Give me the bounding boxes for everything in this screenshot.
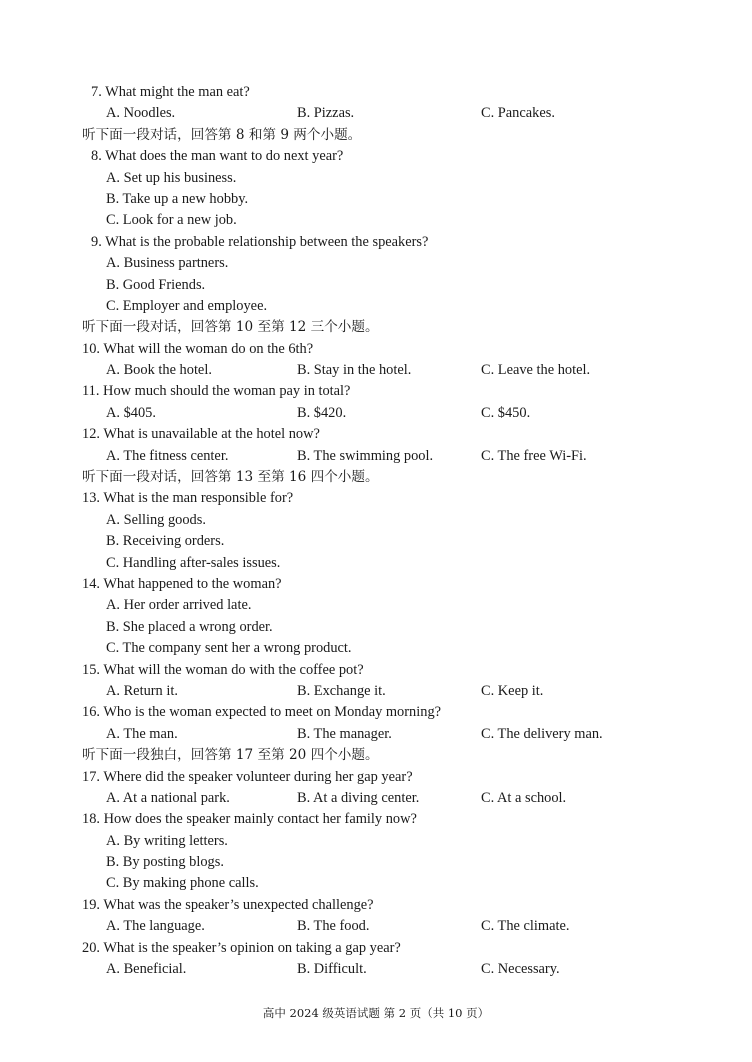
option-c: C. Necessary. (481, 961, 560, 978)
question-stem: 9. What is the probable relationship between the speakers? (91, 233, 429, 250)
page-footer: 高中 2024 级英语试题 第 2 页（共 10 页） (262, 1006, 490, 1020)
question-stem: 14. What happened to the woman? (82, 575, 282, 592)
section-instruction: 听下面一段对话，回答第 8 和第 9 两个小题。 (82, 126, 362, 143)
option-c: C. At a school. (481, 789, 567, 806)
option-row (0, 724, 752, 745)
option-c: C. $450. (481, 404, 531, 421)
option-line: B. Good Friends. (106, 276, 206, 293)
question-stem: 11. How much should the woman pay in total? (82, 383, 351, 400)
option-row (0, 446, 752, 467)
question-stem: 19. What was the speaker’s unexpected challenge? (82, 896, 374, 913)
option-c: C. The climate. (481, 918, 570, 935)
option-line: C. By making phone calls. (106, 875, 259, 892)
option-a: A. The man. (106, 725, 178, 742)
option-line: A. Her order arrived late. (106, 597, 252, 614)
question-stem: 10. What will the woman do on the 6th? (82, 340, 314, 357)
option-row (0, 360, 752, 381)
option-c: C. Pancakes. (481, 105, 555, 122)
option-line: C. Look for a new job. (106, 212, 237, 229)
question-stem: 15. What will the woman do with the coffee pot? (82, 661, 364, 678)
option-b: B. Pizzas. (297, 105, 355, 122)
option-line: B. By posting blogs. (106, 854, 224, 871)
question-stem: 18. How does the speaker mainly contact her family now? (82, 811, 417, 828)
option-b: B. Difficult. (297, 961, 367, 978)
option-c: C. The delivery man. (481, 725, 603, 742)
option-a: A. Return it. (106, 682, 178, 699)
option-a: A. Book the hotel. (106, 362, 212, 379)
option-a: A. $405. (106, 404, 156, 421)
option-line: B. Receiving orders. (106, 533, 225, 550)
option-b: B. The food. (297, 918, 370, 935)
section-instruction: 听下面一段对话，回答第 13 至第 16 四个小题。 (82, 469, 379, 486)
question-stem: 7. What might the man eat? (91, 84, 250, 100)
question-stem: 17. Where did the speaker volunteer during her gap year? (82, 768, 413, 785)
question-stem: 12. What is unavailable at the hotel now? (82, 426, 320, 443)
option-b: B. Stay in the hotel. (297, 362, 412, 379)
option-line: C. The company sent her a wrong product. (106, 640, 352, 657)
option-line: C. Employer and employee. (106, 297, 268, 314)
option-b: B. Exchange it. (297, 682, 386, 699)
option-a: A. Beneficial. (106, 961, 187, 978)
option-a: A. Noodles. (106, 105, 176, 122)
option-b: B. The swimming pool. (297, 447, 434, 464)
section-instruction: 听下面一段独白，回答第 17 至第 20 四个小题。 (82, 747, 379, 764)
option-b: B. At a diving center. (297, 789, 420, 806)
option-c: C. Leave the hotel. (481, 362, 591, 379)
option-row (0, 403, 752, 424)
question-stem: 16. Who is the woman expected to meet on Monday morning? (82, 704, 442, 721)
option-row (0, 103, 752, 124)
option-b: B. $420. (297, 404, 347, 421)
section-instruction: 听下面一段对话，回答第 10 至第 12 三个小题。 (82, 319, 379, 336)
option-line: C. Handling after-sales issues. (106, 554, 281, 571)
option-row (0, 916, 752, 937)
option-line: A. Set up his business. (106, 169, 237, 186)
option-a: A. At a national park. (106, 789, 230, 806)
option-row (0, 681, 752, 702)
option-c: C. Keep it. (481, 682, 544, 699)
question-stem: 20. What is the speaker’s opinion on taking a gap year? (82, 939, 401, 956)
question-stem: 13. What is the man responsible for? (82, 490, 294, 507)
option-line: A. Business partners. (106, 255, 229, 272)
option-a: A. The fitness center. (106, 447, 229, 464)
question-stem: 8. What does the man want to do next year? (91, 148, 344, 165)
option-b: B. The manager. (297, 725, 392, 742)
option-line: B. She placed a wrong order. (106, 618, 273, 635)
question-list (0, 82, 752, 980)
option-c: C. The free Wi-Fi. (481, 447, 587, 464)
option-line: B. Take up a new hobby. (106, 190, 249, 207)
option-a: A. The language. (106, 918, 205, 935)
option-row (0, 788, 752, 809)
option-line: A. By writing letters. (106, 832, 228, 849)
option-line: A. Selling goods. (106, 511, 206, 528)
option-row (0, 959, 752, 980)
